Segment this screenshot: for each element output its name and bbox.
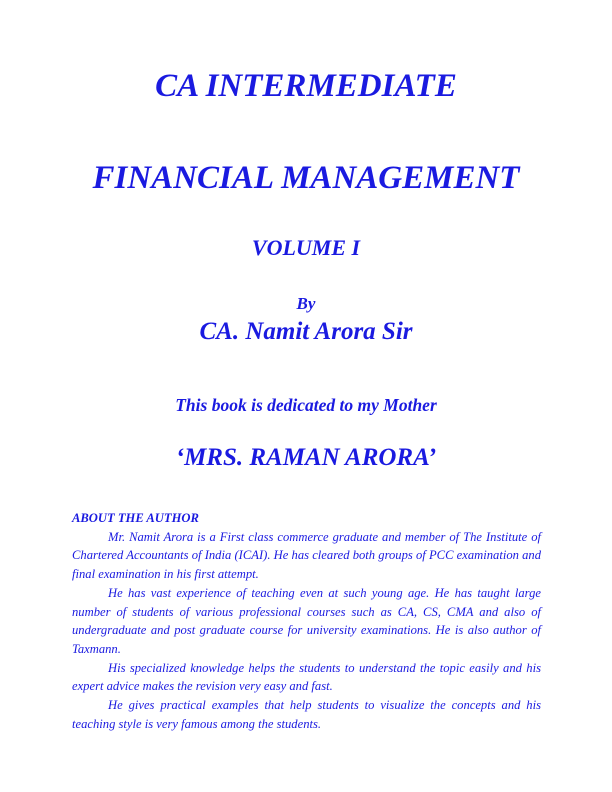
about-author-section <box>72 509 541 733</box>
about-paragraph: He gives practical examples that help students to visualize the concepts and his teaching style is very famous among the students. <box>72 698 541 731</box>
by-label: By <box>296 294 316 313</box>
volume-label: VOLUME I <box>251 235 361 260</box>
about-paragraph: He has vast experience of teaching even at such young age. He has taught large number of students of various professional courses such as CA, CS, CMA and also of undergraduate and post graduate course for university examinations. He is also author of Taxmann. <box>72 585 541 656</box>
about-paragraph: His specialized knowledge helps the students to understand the topic easily and his expert advice makes the revision very easy and fast. <box>72 660 541 694</box>
dedication-text: This book is dedicated to my Mother <box>175 395 437 415</box>
title-line-1: CA INTERMEDIATE <box>155 68 457 104</box>
about-paragraph: Mr. Namit Arora is a First class commerce graduate and member of The Institute of Chartered Accountants of India (ICAI). He has cleared both groups of PCC examination and final examination in his first attempt. <box>72 529 541 582</box>
title-line-2: FINANCIAL MANAGEMENT <box>92 160 520 196</box>
dedicatee-name: ‘MRS. RAMAN ARORA’ <box>175 444 437 471</box>
about-author-heading: ABOUT THE AUTHOR <box>72 511 199 525</box>
author-name: CA. Namit Arora Sir <box>199 318 413 345</box>
